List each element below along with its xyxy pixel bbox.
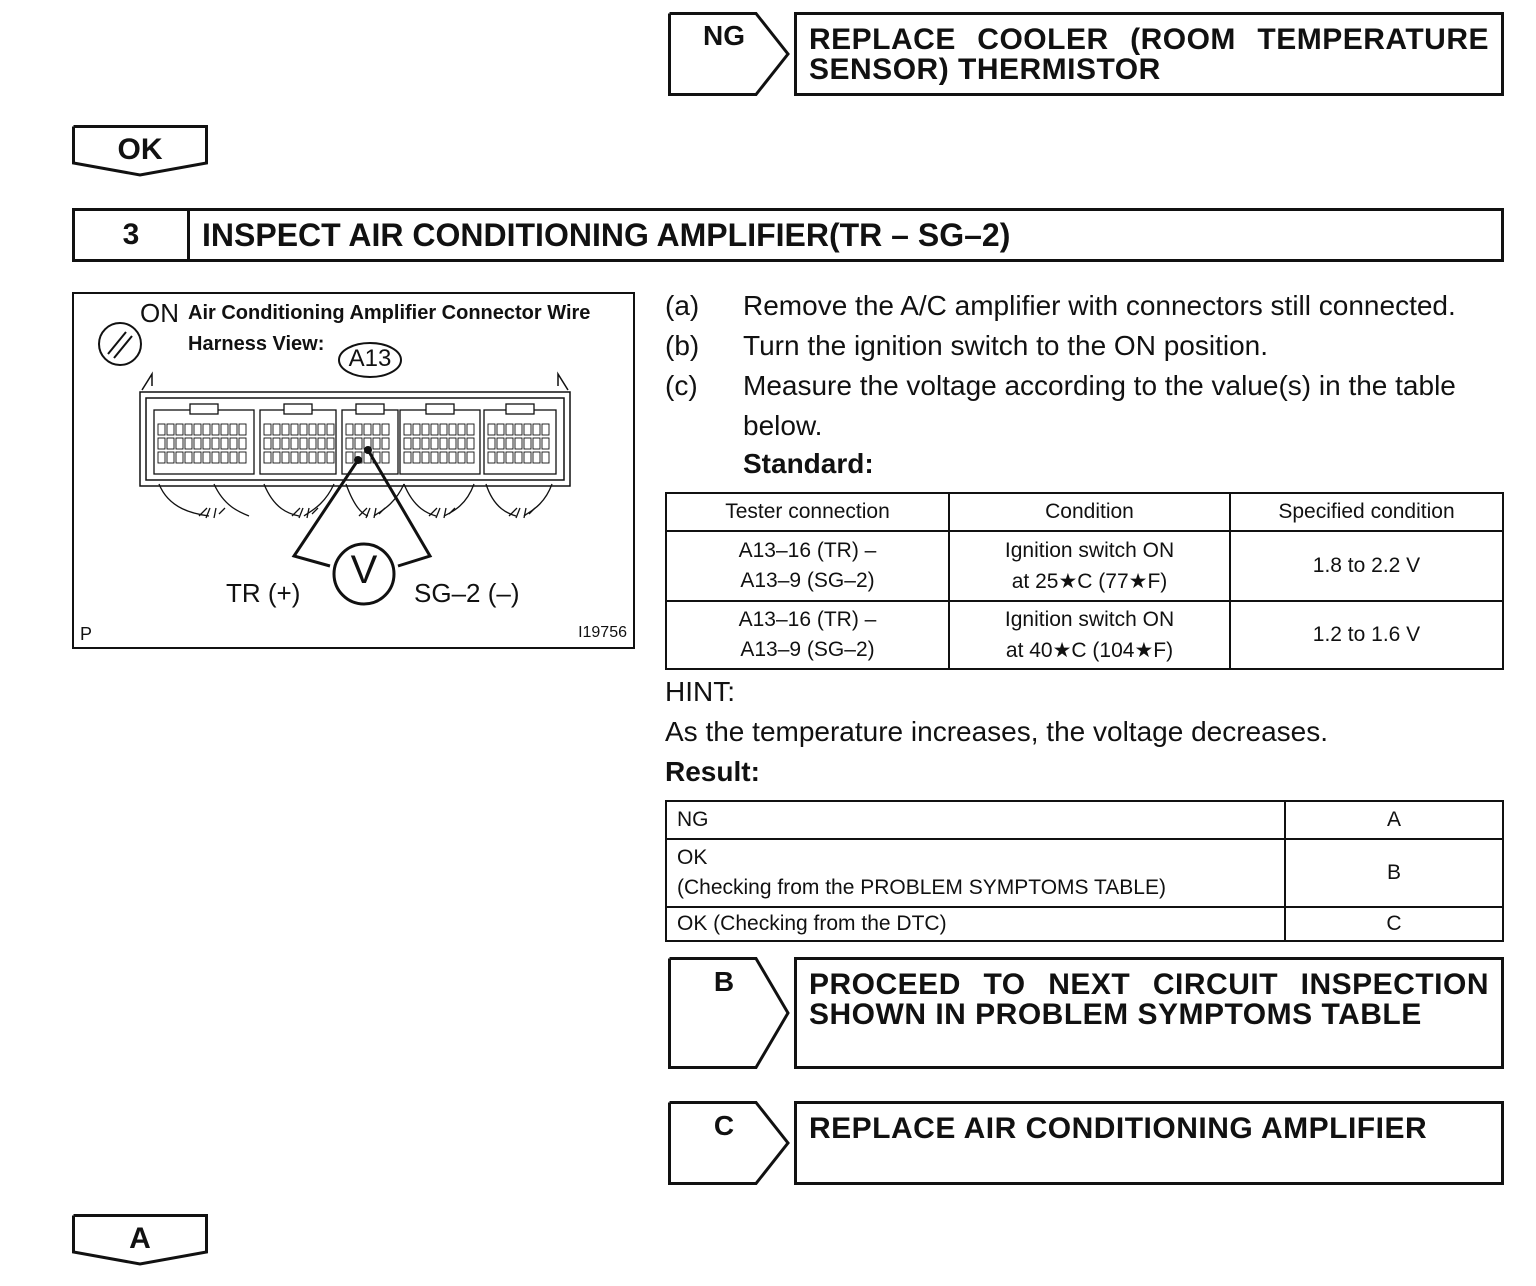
table-row xyxy=(666,531,1503,601)
table-cell: at 25★C (77★F) xyxy=(1011,569,1168,593)
a-label: A xyxy=(129,1222,151,1255)
table-header: Tester connection xyxy=(666,493,949,531)
voltmeter-symbol: V xyxy=(350,548,378,592)
b-result-line2: SHOWN IN PROBLEM SYMPTOMS TABLE xyxy=(809,998,1422,1031)
c-result-box: REPLACE AIR CONDITIONING AMPLIFIER xyxy=(794,1101,1504,1185)
table-cell: OK (Checking from the DTC) xyxy=(666,907,1285,941)
table-row xyxy=(666,801,1503,839)
table-header: Specified condition xyxy=(1230,493,1503,531)
table-cell: Ignition switch ON xyxy=(1004,538,1175,562)
table-cell: NG xyxy=(666,801,1285,839)
b-result-box xyxy=(794,957,1504,1069)
ok-label: OK xyxy=(117,133,163,166)
table-cell: A xyxy=(1285,801,1503,839)
figure-caption-line1: Air Conditioning Amplifier Connector Wire xyxy=(188,302,591,324)
b-label: B xyxy=(713,966,735,997)
table-cell: A13–16 (TR) – xyxy=(738,539,877,562)
ng-result-box: REPLACE COOLER (ROOM TEMPERATURE SENSOR) THERMISTOR xyxy=(794,12,1504,96)
instruction-a xyxy=(665,286,1515,326)
result-label: Result: xyxy=(665,756,760,787)
table-cell: Ignition switch ON xyxy=(1004,607,1175,631)
figure-corner-letter: P xyxy=(80,624,93,644)
instruction-text: Measure the voltage according to the value(s) in the table xyxy=(743,370,1456,401)
ng-label: NG xyxy=(703,20,745,51)
table-header: Condition xyxy=(949,493,1230,531)
c-label: C xyxy=(713,1110,735,1141)
instruction-label: (c) xyxy=(665,370,698,401)
instruction-text: Remove the A/C amplifier with connectors still connected. xyxy=(743,290,1456,321)
ignition-on-label: ON xyxy=(140,298,179,328)
table-cell: C xyxy=(1285,907,1503,941)
standard-label: Standard: xyxy=(743,448,874,479)
figure-caption-line2: Harness View: xyxy=(188,333,325,355)
connector-figure xyxy=(72,292,635,649)
table-cell: A13–9 (SG–2) xyxy=(740,569,875,592)
table-cell: A13–9 (SG–2) xyxy=(740,638,875,661)
instruction-text-cont: below. xyxy=(743,410,823,441)
table-cell: 1.8 to 2.2 V xyxy=(1230,531,1503,601)
probe-minus-label: SG–2 (–) xyxy=(414,578,520,608)
connector-drawing xyxy=(74,294,637,651)
instruction-label: (b) xyxy=(665,330,700,361)
probe-plus-label: TR (+) xyxy=(226,578,301,608)
result-table xyxy=(665,800,1504,942)
b-result-line1: PROCEED TO NEXT CIRCUIT INSPECTION xyxy=(809,968,1489,1001)
table-cell: OK xyxy=(677,846,708,869)
hint-label: HINT: xyxy=(665,676,735,707)
connector-id: A13 xyxy=(348,345,392,372)
step-title: INSPECT AIR CONDITIONING AMPLIFIER(TR – SG–2) xyxy=(202,216,1011,253)
standard-table xyxy=(665,492,1504,670)
instruction-text: Turn the ignition switch to the ON position. xyxy=(743,330,1268,361)
table-row xyxy=(666,601,1503,669)
table-cell: B xyxy=(1285,839,1503,907)
figure-code: I19756 xyxy=(578,624,627,641)
table-row xyxy=(666,839,1503,907)
table-cell: A13–16 (TR) – xyxy=(738,608,877,631)
hint-text: As the temperature increases, the voltage decreases. xyxy=(665,716,1329,747)
step-header xyxy=(72,208,1504,262)
table-cell: at 40★C (104★F) xyxy=(1005,638,1174,662)
instruction-c xyxy=(665,366,1515,446)
table-cell: 1.2 to 1.6 V xyxy=(1230,601,1503,669)
step-number: 3 xyxy=(75,211,190,259)
instruction-label: (a) xyxy=(665,290,700,321)
instruction-b xyxy=(665,326,1515,366)
table-row xyxy=(666,907,1503,941)
table-cell: (Checking from the PROBLEM SYMPTOMS TABLE) xyxy=(677,876,1166,899)
